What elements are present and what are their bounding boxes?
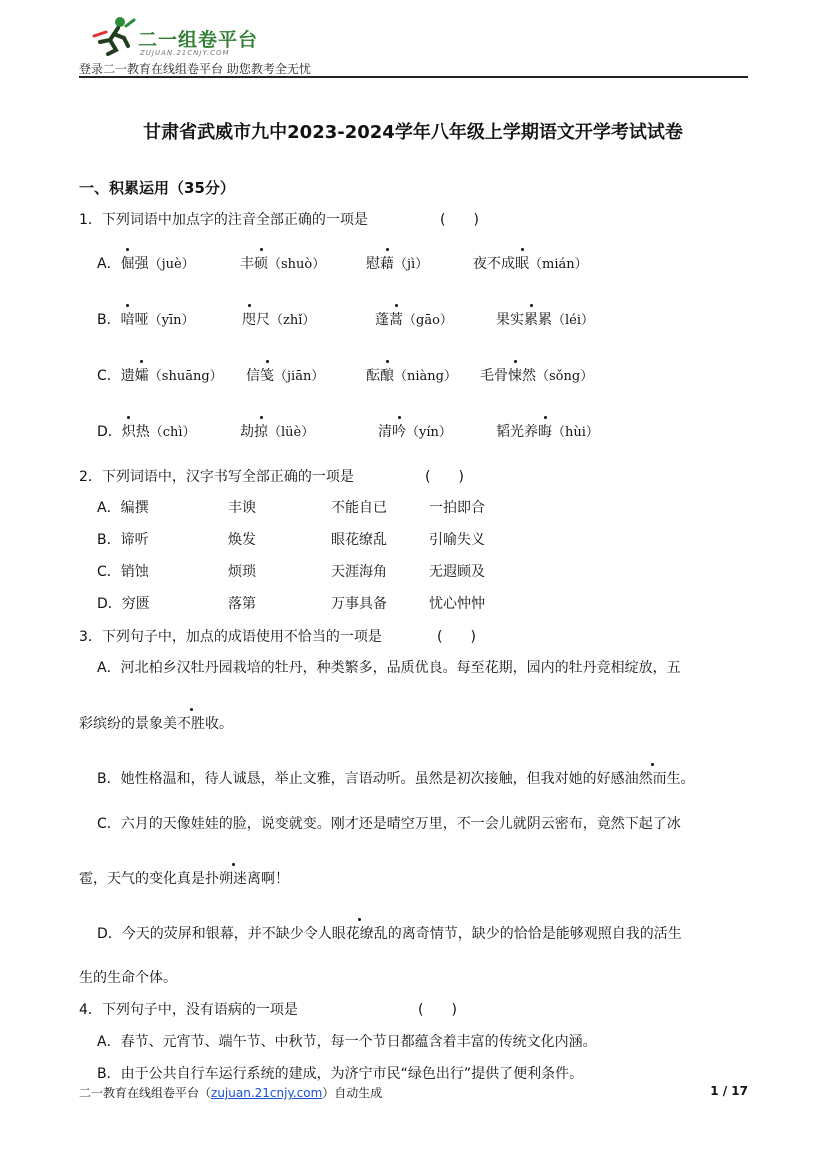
q1-option-b-word3: 蓬蒿（gāo） bbox=[375, 309, 453, 329]
question-1-stem: 1．下列词语中加点字的注音全部正确的一项是 bbox=[79, 212, 368, 228]
page-title: 甘肃省武威市九中2023-2024学年八年级上学期语文开学考试试卷 bbox=[143, 122, 683, 143]
question-2-answer-blank: ( ) bbox=[425, 469, 464, 485]
q2-option-a-w4: 一拍即合 bbox=[429, 500, 485, 516]
q2-option-b-w3: 眼花缭乱 bbox=[331, 532, 387, 548]
q2-option-c-w1: C．销蚀 bbox=[97, 564, 149, 580]
footer-link[interactable]: zujuan.21cnjy.com bbox=[211, 1086, 323, 1100]
q2-option-b-w4: 引喻失义 bbox=[429, 532, 485, 548]
q1-option-c-word3: 酝酿（niàng） bbox=[366, 365, 457, 385]
q1-option-d-word3: 清吟（yín） bbox=[378, 421, 452, 441]
q1-option-b-word4: 果实累累（léi） bbox=[496, 309, 594, 329]
q2-option-a-w1: A．编撰 bbox=[97, 500, 149, 516]
q1-option-d-word4: 韬光养晦（hùi） bbox=[496, 421, 599, 441]
section-heading: 一、积累运用（35分） bbox=[79, 179, 235, 197]
question-1-answer-blank: ( ) bbox=[440, 212, 479, 228]
q1-option-b-word2: 咫尺（zhǐ） bbox=[242, 309, 315, 329]
q1-option-b: B．喑哑（yīn） bbox=[97, 309, 194, 329]
q3-option-c-line1: C．六月的天像娃娃的脸，说变就变。刚才还是晴空万里，不一会儿就阴云密布，竟然下起了冰 bbox=[97, 816, 681, 832]
q2-option-d-w1: D．穷匮 bbox=[97, 596, 150, 612]
q3-option-c-line2: 雹，天气的变化真是扑朔迷离啊！ bbox=[79, 868, 289, 888]
question-4-stem: 4．下列句子中，没有语病的一项是 bbox=[79, 1002, 298, 1018]
q2-option-c-w4: 无遐顾及 bbox=[429, 564, 485, 580]
question-3-answer-blank: ( ) bbox=[437, 629, 476, 645]
logo-subtext: ZUJUAN.21CNJY.COM bbox=[140, 49, 230, 57]
q1-option-c-word2: 信笺（jiān） bbox=[246, 365, 324, 385]
question-3-stem: 3．下列句子中，加点的成语使用不恰当的一项是 bbox=[79, 629, 382, 645]
q1-option-a-word4: 夜不成眠（mián） bbox=[473, 253, 588, 273]
q1-option-a: A．倔强（juè） bbox=[97, 253, 195, 273]
q1-option-a-word3: 慰藉（jì） bbox=[366, 253, 428, 273]
q1-option-c-word4: 毛骨悚然（sǒng） bbox=[480, 365, 593, 385]
q2-option-d-w3: 万事具备 bbox=[331, 596, 387, 612]
q2-option-d-w4: 忧心忡忡 bbox=[429, 596, 485, 612]
q1-option-d-word2: 劫掠（lüè） bbox=[240, 421, 314, 441]
header-tagline: 登录二一教育在线组卷平台 助您教考全无忧 bbox=[79, 62, 311, 76]
q2-option-b-w1: B．谛听 bbox=[97, 532, 149, 548]
logo-text: 二一组卷平台 bbox=[138, 29, 259, 51]
page-number: 1 / 17 bbox=[710, 1084, 748, 1098]
q2-option-d-w2: 落第 bbox=[228, 596, 256, 612]
q3-option-d-line1: D．今天的荧屏和银幕，并不缺少令人眼花缭乱的离奇情节，缺少的恰恰是能够观照自我的活生 bbox=[97, 923, 682, 943]
q2-option-c-w2: 烦琐 bbox=[228, 564, 256, 580]
q2-option-b-w2: 焕发 bbox=[228, 532, 256, 548]
footer-source: 二一教育在线组卷平台（zujuan.21cnjy.com）自动生成 bbox=[79, 1086, 383, 1100]
runner-logo-icon bbox=[88, 16, 136, 56]
q1-option-a-word2: 丰硕（shuò） bbox=[240, 253, 325, 273]
q2-option-c-w3: 天涯海角 bbox=[331, 564, 387, 580]
q1-option-d: D．炽热（chì） bbox=[97, 421, 196, 441]
q1-option-c: C．遗孀（shuāng） bbox=[97, 365, 223, 385]
q3-option-a-line2: 彩缤纷的景象美不胜收。 bbox=[79, 713, 233, 733]
q2-option-a-w2: 丰谀 bbox=[228, 500, 256, 516]
q3-option-a-line1: A．河北柏乡汉牡丹园栽培的牡丹，种类繁多，品质优良。每至花期，园内的牡丹竞相绽放，五 bbox=[97, 660, 681, 676]
q3-option-d-line2: 生的生命个体。 bbox=[79, 970, 177, 986]
site-logo bbox=[88, 16, 268, 60]
q3-option-b: B．她性格温和，待人诚恳，举止文雅，言语动听。虽然是初次接触，但我对她的好感油然而生。 bbox=[97, 768, 695, 788]
q2-option-a-w3: 不能自已 bbox=[331, 500, 387, 516]
q4-option-a: A．春节、元宵节、端午节、中秋节，每一个节日都蕴含着丰富的传统文化内涵。 bbox=[97, 1034, 597, 1050]
header-divider bbox=[79, 76, 748, 78]
question-2-stem: 2．下列词语中，汉字书写全部正确的一项是 bbox=[79, 469, 354, 485]
question-4-answer-blank: ( ) bbox=[418, 1002, 457, 1018]
q4-option-b: B．由于公共自行车运行系统的建成，为济宁市民“绿色出行”提供了便利条件。 bbox=[97, 1066, 584, 1082]
